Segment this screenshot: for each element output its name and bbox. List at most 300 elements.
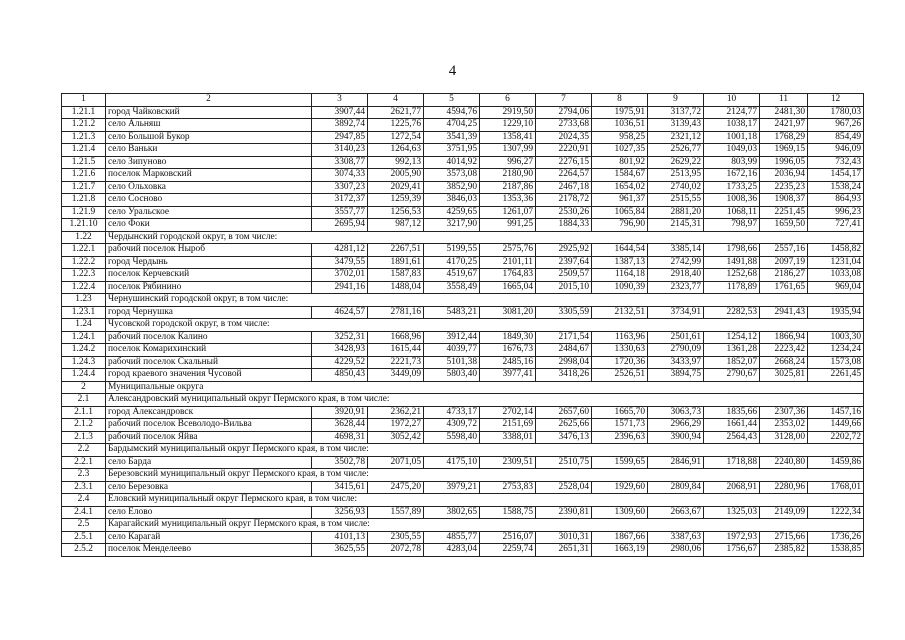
value-cell: 3388,01	[480, 431, 536, 444]
table-row	[62, 369, 864, 382]
value-cell: 3418,26	[536, 369, 592, 382]
value-cell: 5199,55	[424, 244, 480, 257]
value-cell: 2651,31	[536, 544, 592, 557]
value-cell: 1654,02	[592, 181, 648, 194]
value-cell: 3385,14	[648, 244, 704, 257]
value-cell: 2528,04	[536, 481, 592, 494]
section-title: Муниципальные округа	[106, 381, 864, 394]
value-cell: 3625,55	[312, 544, 368, 557]
value-cell: 2475,20	[368, 481, 424, 494]
value-cell: 2695,94	[312, 219, 368, 232]
value-cell: 2733,68	[536, 119, 592, 132]
settlement-name: поселок Комарихинский	[106, 344, 312, 357]
value-cell: 3172,37	[312, 194, 368, 207]
row-code: 1.21.1	[62, 106, 106, 119]
value-cell: 2530,26	[536, 206, 592, 219]
row-code: 1.22.3	[62, 269, 106, 282]
table-row	[62, 144, 864, 157]
value-cell: 2015,10	[536, 281, 592, 294]
value-cell: 2171,54	[536, 331, 592, 344]
settlement-name: рабочий поселок Скальный	[106, 356, 312, 369]
value-cell: 2846,91	[648, 456, 704, 469]
settlement-name: город Чайковский	[106, 106, 312, 119]
value-cell: 1256,53	[368, 206, 424, 219]
column-header: 5	[424, 94, 480, 107]
value-cell: 1264,63	[368, 144, 424, 157]
row-code: 2.4.1	[62, 506, 106, 519]
value-cell: 3305,59	[536, 306, 592, 319]
value-cell: 3217,90	[424, 219, 480, 232]
table-row	[62, 331, 864, 344]
value-cell: 1866,94	[760, 331, 808, 344]
settlement-name: поселок Рябинино	[106, 281, 312, 294]
section-title: Чусовской городской округ, в том числе:	[106, 319, 864, 332]
column-header: 9	[648, 94, 704, 107]
value-cell: 1668,96	[368, 331, 424, 344]
row-code: 2.3.1	[62, 481, 106, 494]
value-cell: 3308,77	[312, 156, 368, 169]
row-code: 2.3	[62, 469, 106, 482]
value-cell: 3557,77	[312, 206, 368, 219]
value-cell: 1665,70	[592, 406, 648, 419]
value-cell: 798,97	[704, 219, 760, 232]
value-cell: 2526,77	[648, 144, 704, 157]
settlement-name: село Ваньки	[106, 144, 312, 157]
value-cell: 2186,27	[760, 269, 808, 282]
value-cell: 2385,82	[760, 544, 808, 557]
row-code: 1.22.1	[62, 244, 106, 257]
value-cell: 2396,63	[592, 431, 648, 444]
value-cell: 3502,78	[312, 456, 368, 469]
row-code: 1.21.3	[62, 131, 106, 144]
value-cell: 4039,77	[424, 344, 480, 357]
value-cell: 803,99	[704, 156, 760, 169]
value-cell: 1720,36	[592, 356, 648, 369]
value-cell: 1665,04	[480, 281, 536, 294]
value-cell: 1764,83	[480, 269, 536, 282]
value-cell: 1459,86	[808, 456, 864, 469]
section-row	[62, 381, 864, 394]
value-cell: 1908,37	[760, 194, 808, 207]
section-row	[62, 494, 864, 507]
value-cell: 801,92	[592, 156, 648, 169]
value-cell: 5101,38	[424, 356, 480, 369]
row-code: 1.22.2	[62, 256, 106, 269]
value-cell: 969,04	[808, 281, 864, 294]
value-cell: 2305,55	[368, 531, 424, 544]
row-code: 2	[62, 381, 106, 394]
value-cell: 854,49	[808, 131, 864, 144]
value-cell: 987,12	[368, 219, 424, 232]
row-code: 1.21.5	[62, 156, 106, 169]
value-cell: 1867,66	[592, 531, 648, 544]
value-cell: 1975,91	[592, 106, 648, 119]
section-row	[62, 319, 864, 332]
value-cell: 1361,28	[704, 344, 760, 357]
row-code: 2.5	[62, 519, 106, 532]
value-cell: 3252,31	[312, 331, 368, 344]
value-cell: 1090,39	[592, 281, 648, 294]
value-cell: 2240,80	[760, 456, 808, 469]
table-row	[62, 181, 864, 194]
value-cell: 5598,40	[424, 431, 480, 444]
value-cell: 1849,30	[480, 331, 536, 344]
value-cell: 2753,83	[480, 481, 536, 494]
value-cell: 3139,43	[648, 119, 704, 132]
value-cell: 2557,16	[760, 244, 808, 257]
value-cell: 3573,08	[424, 169, 480, 182]
value-cell: 3256,93	[312, 506, 368, 519]
value-cell: 2223,42	[760, 344, 808, 357]
value-cell: 2515,55	[648, 194, 704, 207]
value-cell: 2484,67	[536, 344, 592, 357]
value-cell: 2321,12	[648, 131, 704, 144]
value-cell: 1756,67	[704, 544, 760, 557]
table-row	[62, 219, 864, 232]
value-cell: 4850,43	[312, 369, 368, 382]
row-code: 1.24.3	[62, 356, 106, 369]
row-code: 1.21.2	[62, 119, 106, 132]
value-cell: 1049,03	[704, 144, 760, 157]
value-cell: 2101,11	[480, 256, 536, 269]
value-cell: 1935,94	[808, 306, 864, 319]
value-cell: 864,93	[808, 194, 864, 207]
table-row	[62, 344, 864, 357]
value-cell: 4855,77	[424, 531, 480, 544]
value-cell: 3920,91	[312, 406, 368, 419]
value-cell: 1222,34	[808, 506, 864, 519]
value-cell: 796,90	[592, 219, 648, 232]
table-row	[62, 256, 864, 269]
value-cell: 1491,88	[704, 256, 760, 269]
value-cell: 2390,81	[536, 506, 592, 519]
settlement-name: село Большой Букор	[106, 131, 312, 144]
section-title: Бардымский муниципальный округ Пермского края, в том числе:	[106, 444, 864, 457]
settlement-name: село Уральское	[106, 206, 312, 219]
value-cell: 2180,90	[480, 169, 536, 182]
value-cell: 4704,25	[424, 119, 480, 132]
value-cell: 3415,61	[312, 481, 368, 494]
table-row	[62, 481, 864, 494]
value-cell: 4175,10	[424, 456, 480, 469]
table-row	[62, 169, 864, 182]
value-cell: 1733,25	[704, 181, 760, 194]
value-cell: 2036,94	[760, 169, 808, 182]
row-code: 1.24.2	[62, 344, 106, 357]
value-cell: 3140,23	[312, 144, 368, 157]
value-cell: 1835,66	[704, 406, 760, 419]
value-cell: 1780,03	[808, 106, 864, 119]
settlement-name: поселок Керчевский	[106, 269, 312, 282]
table-row	[62, 106, 864, 119]
value-cell: 3476,13	[536, 431, 592, 444]
value-cell: 2925,92	[536, 244, 592, 257]
value-cell: 1234,24	[808, 344, 864, 357]
value-cell: 1229,10	[480, 119, 536, 132]
value-cell: 3433,97	[648, 356, 704, 369]
value-cell: 2918,40	[648, 269, 704, 282]
value-cell: 2132,51	[592, 306, 648, 319]
row-code: 2.4	[62, 494, 106, 507]
column-header: 7	[536, 94, 592, 107]
value-cell: 2221,73	[368, 356, 424, 369]
value-cell: 2421,97	[760, 119, 808, 132]
section-row	[62, 469, 864, 482]
value-cell: 2202,72	[808, 431, 864, 444]
value-cell: 1065,84	[592, 206, 648, 219]
table-row	[62, 194, 864, 207]
value-cell: 3628,44	[312, 419, 368, 432]
value-cell: 1488,04	[368, 281, 424, 294]
settlement-name: село Фоки	[106, 219, 312, 232]
value-cell: 2481,30	[760, 106, 808, 119]
value-cell: 2516,07	[480, 531, 536, 544]
value-cell: 2261,45	[808, 369, 864, 382]
value-cell: 958,25	[592, 131, 648, 144]
value-cell: 4281,12	[312, 244, 368, 257]
value-cell: 3541,39	[424, 131, 480, 144]
value-cell: 732,43	[808, 156, 864, 169]
value-cell: 3558,49	[424, 281, 480, 294]
value-cell: 1068,11	[704, 206, 760, 219]
value-cell: 4624,57	[312, 306, 368, 319]
value-cell: 1036,51	[592, 119, 648, 132]
value-cell: 946,09	[808, 144, 864, 157]
section-row	[62, 294, 864, 307]
value-cell: 1254,12	[704, 331, 760, 344]
row-code: 1.21.9	[62, 206, 106, 219]
value-cell: 3802,65	[424, 506, 480, 519]
value-cell: 1972,93	[704, 531, 760, 544]
column-header: 12	[808, 94, 864, 107]
value-cell: 1225,76	[368, 119, 424, 132]
table-row	[62, 119, 864, 132]
value-cell: 1178,89	[704, 281, 760, 294]
value-cell: 2323,77	[648, 281, 704, 294]
table-row	[62, 456, 864, 469]
value-cell: 3894,75	[648, 369, 704, 382]
value-cell: 2005,90	[368, 169, 424, 182]
value-cell: 1358,41	[480, 131, 536, 144]
settlement-name: село Елово	[106, 506, 312, 519]
value-cell: 1672,16	[704, 169, 760, 182]
value-cell: 2264,57	[536, 169, 592, 182]
value-cell: 3846,03	[424, 194, 480, 207]
value-cell: 3979,21	[424, 481, 480, 494]
settlement-name: город Александровск	[106, 406, 312, 419]
value-cell: 3074,33	[312, 169, 368, 182]
section-title: Александровский муниципальный округ Пермского края, в том числе:	[106, 394, 864, 407]
value-cell: 1736,26	[808, 531, 864, 544]
value-cell: 3307,23	[312, 181, 368, 194]
settlement-name: город Чердынь	[106, 256, 312, 269]
table-row	[62, 531, 864, 544]
value-cell: 2124,77	[704, 106, 760, 119]
value-cell: 1587,83	[368, 269, 424, 282]
value-cell: 2715,66	[760, 531, 808, 544]
table-row	[62, 506, 864, 519]
column-header: 2	[106, 94, 312, 107]
value-cell: 1599,65	[592, 456, 648, 469]
value-cell: 2966,29	[648, 419, 704, 432]
value-cell: 1027,35	[592, 144, 648, 157]
value-cell: 1644,54	[592, 244, 648, 257]
value-cell: 2575,76	[480, 244, 536, 257]
value-cell: 1557,89	[368, 506, 424, 519]
settlement-name: рабочий поселок Всеволодо-Вильва	[106, 419, 312, 432]
value-cell: 1261,07	[480, 206, 536, 219]
value-cell: 2510,75	[536, 456, 592, 469]
value-cell: 3479,55	[312, 256, 368, 269]
value-cell: 4733,17	[424, 406, 480, 419]
settlement-name: поселок Менделеево	[106, 544, 312, 557]
value-cell: 1615,44	[368, 344, 424, 357]
settlement-name: село Альняш	[106, 119, 312, 132]
value-cell: 2178,72	[536, 194, 592, 207]
value-cell: 1457,16	[808, 406, 864, 419]
value-cell: 2024,35	[536, 131, 592, 144]
value-cell: 3010,31	[536, 531, 592, 544]
row-code: 1.21.8	[62, 194, 106, 207]
settlement-name: город Чернушка	[106, 306, 312, 319]
value-cell: 1001,18	[704, 131, 760, 144]
table-row	[62, 131, 864, 144]
value-cell: 3449,09	[368, 369, 424, 382]
value-cell: 1008,36	[704, 194, 760, 207]
value-cell: 2790,09	[648, 344, 704, 357]
value-cell: 1884,33	[536, 219, 592, 232]
column-header: 6	[480, 94, 536, 107]
row-code: 2.2	[62, 444, 106, 457]
value-cell: 1163,96	[592, 331, 648, 344]
value-cell: 1798,66	[704, 244, 760, 257]
value-cell: 1584,67	[592, 169, 648, 182]
value-cell: 2980,06	[648, 544, 704, 557]
value-cell: 3912,44	[424, 331, 480, 344]
value-cell: 2501,61	[648, 331, 704, 344]
section-row	[62, 231, 864, 244]
section-row	[62, 394, 864, 407]
value-cell: 2353,02	[760, 419, 808, 432]
value-cell: 1033,08	[808, 269, 864, 282]
value-cell: 2919,50	[480, 106, 536, 119]
value-cell: 4259,65	[424, 206, 480, 219]
value-cell: 2509,57	[536, 269, 592, 282]
value-cell: 2309,51	[480, 456, 536, 469]
value-cell: 3025,81	[760, 369, 808, 382]
value-cell: 2794,06	[536, 106, 592, 119]
value-cell: 2029,41	[368, 181, 424, 194]
value-cell: 2881,20	[648, 206, 704, 219]
value-cell: 3734,91	[648, 306, 704, 319]
column-header: 1	[62, 94, 106, 107]
value-cell: 1972,27	[368, 419, 424, 432]
value-cell: 4229,52	[312, 356, 368, 369]
value-cell: 1387,13	[592, 256, 648, 269]
section-title: Карагайский муниципальный округ Пермского края, в том числе:	[106, 519, 864, 532]
value-cell: 992,13	[368, 156, 424, 169]
value-cell: 2151,69	[480, 419, 536, 432]
row-code: 1.24	[62, 319, 106, 332]
value-cell: 2629,22	[648, 156, 704, 169]
row-code: 2.1.1	[62, 406, 106, 419]
value-cell: 2097,19	[760, 256, 808, 269]
value-cell: 961,37	[592, 194, 648, 207]
value-cell: 3751,95	[424, 144, 480, 157]
table-body	[62, 94, 864, 557]
value-cell: 1571,73	[592, 419, 648, 432]
value-cell: 2621,77	[368, 106, 424, 119]
value-cell: 3702,01	[312, 269, 368, 282]
value-cell: 4283,04	[424, 544, 480, 557]
value-cell: 1768,01	[808, 481, 864, 494]
section-title: Чернушинский городской округ, в том числе:	[106, 294, 864, 307]
value-cell: 2251,45	[760, 206, 808, 219]
table-row	[62, 544, 864, 557]
row-code: 2.5.2	[62, 544, 106, 557]
value-cell: 2625,66	[536, 419, 592, 432]
value-cell: 5483,21	[424, 306, 480, 319]
value-cell: 1852,07	[704, 356, 760, 369]
value-cell: 1252,68	[704, 269, 760, 282]
value-cell: 2947,85	[312, 131, 368, 144]
value-cell: 1929,60	[592, 481, 648, 494]
column-header: 3	[312, 94, 368, 107]
value-cell: 1003,30	[808, 331, 864, 344]
table-row	[62, 419, 864, 432]
value-cell: 1330,63	[592, 344, 648, 357]
value-cell: 1718,88	[704, 456, 760, 469]
row-code: 1.21.4	[62, 144, 106, 157]
value-cell: 727,41	[808, 219, 864, 232]
row-code: 1.24.1	[62, 331, 106, 344]
table-row	[62, 306, 864, 319]
table-row	[62, 281, 864, 294]
value-cell: 3081,20	[480, 306, 536, 319]
table-row	[62, 244, 864, 257]
row-code: 1.23.1	[62, 306, 106, 319]
value-cell: 1768,29	[760, 131, 808, 144]
value-cell: 2485,16	[480, 356, 536, 369]
table-row	[62, 356, 864, 369]
page-number: 4	[448, 63, 457, 79]
value-cell: 1458,82	[808, 244, 864, 257]
value-cell: 996,23	[808, 206, 864, 219]
table-row	[62, 406, 864, 419]
section-title: Чердынский городской округ, в том числе:	[106, 231, 864, 244]
value-cell: 2362,21	[368, 406, 424, 419]
value-cell: 2998,04	[536, 356, 592, 369]
value-cell: 1449,66	[808, 419, 864, 432]
value-cell: 2702,14	[480, 406, 536, 419]
value-cell: 2267,51	[368, 244, 424, 257]
value-cell: 2068,91	[704, 481, 760, 494]
table-row	[62, 431, 864, 444]
value-cell: 2513,95	[648, 169, 704, 182]
settlement-name: рабочий поселок Ныроб	[106, 244, 312, 257]
value-cell: 1038,17	[704, 119, 760, 132]
value-cell: 4014,92	[424, 156, 480, 169]
section-title: Еловский муниципальный округ Пермского края, в том числе:	[106, 494, 864, 507]
value-cell: 1996,05	[760, 156, 808, 169]
value-cell: 1661,44	[704, 419, 760, 432]
value-cell: 2564,43	[704, 431, 760, 444]
table-row	[62, 156, 864, 169]
value-cell: 996,27	[480, 156, 536, 169]
value-cell: 4594,76	[424, 106, 480, 119]
value-cell: 3852,90	[424, 181, 480, 194]
value-cell: 1588,75	[480, 506, 536, 519]
